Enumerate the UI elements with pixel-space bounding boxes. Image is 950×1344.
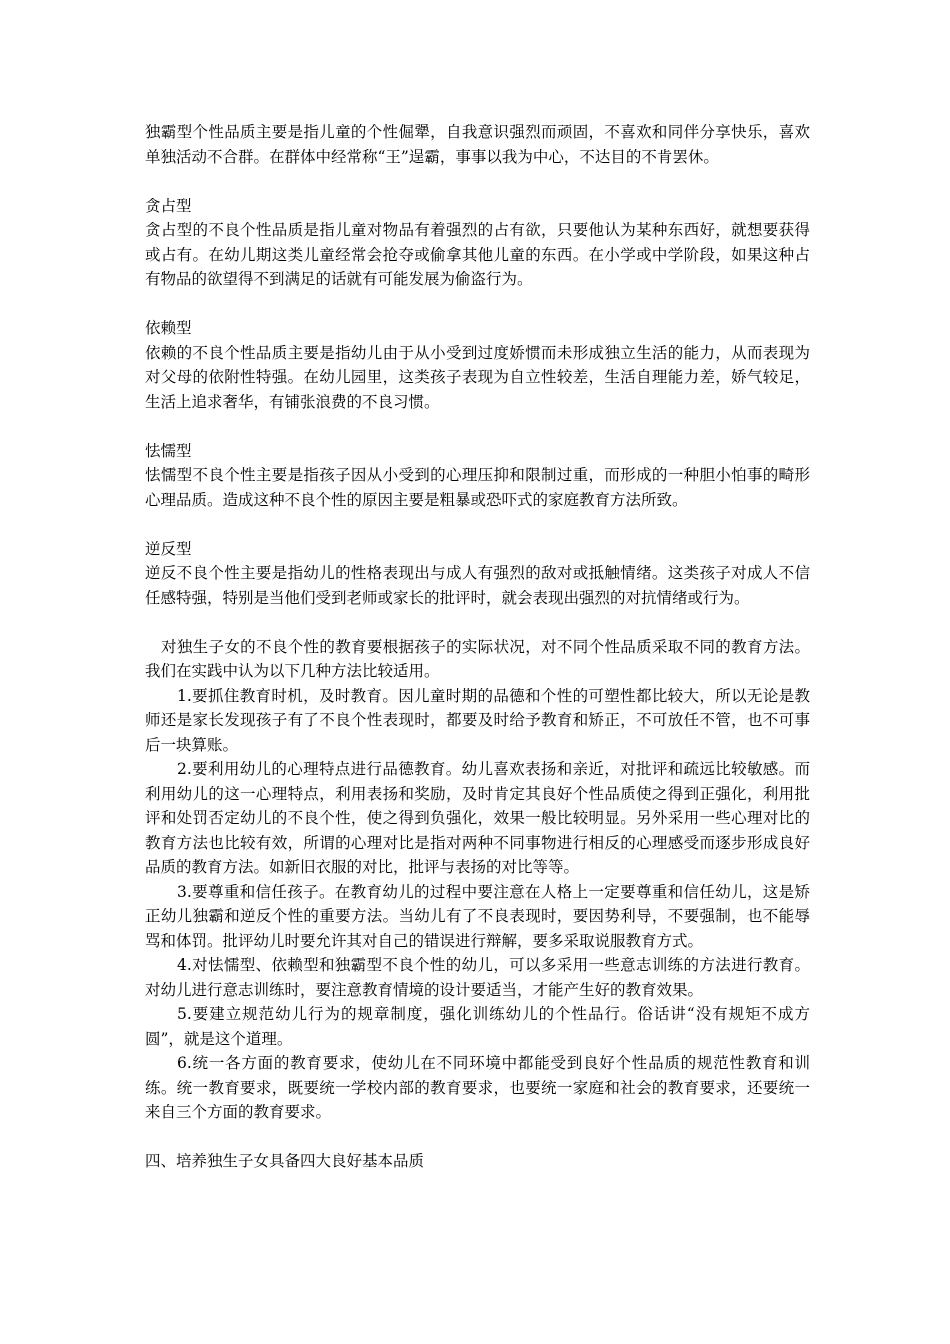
spacer — [145, 414, 810, 439]
section-body-tanzhan: 贪占型的不良个性品质是指儿童对物品有着强烈的占有欲，只要他认为某种东西好，就想要获得或占有。在幼儿期这类儿童经常会抢夺或偷拿其他儿童的东西。在小学或中学阶段，如果这种占有物品的欲望得不到满足的话就有可能发展为偷盗行为。 — [145, 221, 810, 288]
spacer — [145, 169, 810, 194]
method-item-2: 2.要利用幼儿的心理特点进行品德教育。幼儿喜欢表扬和亲近，对批评和疏远比较敏感。而利用幼儿的这一心理特点，利用表扬和奖励，及时肯定其良好个性品质使之得到正强化，利用批评和处罚否定幼儿的不良个性，使之得到负强化，效果一般比较明显。另外采用一些心理对比的教育方法也比较有效，所谓的心理对比是指对两种不同事物进行相反的心理感受而逐步形成良好品质的教育方法。如新旧衣服的对比，批评与表扬的对比等等。 — [145, 760, 810, 876]
method-item-3: 3.要尊重和信任孩子。在教育幼儿的过程中要注意在人格上一定要尊重和信任幼儿，这是矫正幼儿独霸和逆反个性的重要方法。当幼儿有了不良表现时，要因势利导，不要强制，也不能辱骂和体罚。批评幼儿时要允许其对自己的错误进行辩解，要多采取说服教育方式。 — [145, 882, 810, 950]
final-section-heading: 四、培养独生子女具备四大良好基本品质 — [145, 1152, 425, 1170]
spacer — [145, 512, 810, 537]
section-heading-tanzhan: 贪占型 — [145, 196, 192, 215]
document-body — [145, 120, 810, 1174]
method-item-6: 6.统一各方面的教育要求，使幼儿在不同环境中都能受到良好个性品质的规范性教育和训练。统一教育要求，既要统一学校内部的教育要求，也要统一家庭和社会的教育要求，还要统一来自三个方面的教育要求。 — [145, 1054, 810, 1121]
methods-intro-paragraph: 对独生子女的不良个性的教育要根据孩子的实际状况，对不同个性品质采取不同的教育方法。我们在实践中认为以下几种方法比较适用。 — [145, 637, 810, 680]
method-item-5: 5.要建立规范幼儿行为的规章制度，强化训练幼儿的个性品行。俗话讲“没有规矩不成方圆”，就是这个道理。 — [145, 1005, 810, 1048]
intro-paragraph: 独霸型个性品质主要是指儿童的个性倔犟，自我意识强烈而顽固，不喜欢和同伴分享快乐，喜欢单独活动不合群。在群体中经常称“王”逞霸，事事以我为中心，不达目的不肯罢休。 — [145, 123, 810, 166]
section-body-qienuo: 怯懦型不良个性主要是指孩子因从小受到的心理压抑和限制过重，而形成的一种胆小怕事的畸形心理品质。造成这种不良个性的原因主要是粗暴或恐吓式的家庭教育方法所致。 — [145, 466, 810, 509]
section-body-nifan: 逆反不良个性主要是指幼儿的性格表现出与成人有强烈的敌对或抵触情绪。这类孩子对成人不信任感特强，特别是当他们受到老师或家长的批评时，就会表现出强烈的对抗情绪或行为。 — [145, 564, 810, 607]
method-item-1: 1.要抓住教育时机，及时教育。因儿童时期的品德和个性的可塑性都比较大，所以无论是教师还是家长发现孩子有了不良个性表现时，都要及时给予教育和矫正，不可放任不管，也不可事后一块算账。 — [145, 686, 810, 754]
section-heading-nifan: 逆反型 — [145, 539, 192, 558]
section-heading-yilai: 依赖型 — [145, 319, 192, 337]
spacer — [145, 292, 810, 317]
spacer — [145, 610, 810, 635]
section-body-yilai: 依赖的不良个性品质主要是指幼儿由于从小受到过度娇惯而未形成独立生活的能力，从而表现为对父母的依附性特强。在幼儿园里，这类孩子表现为自立性较差，生活自理能力差，娇气较足，生活上追求奢华，有铺张浪费的不良习惯。 — [145, 343, 810, 411]
method-item-4: 4.对怯懦型、依赖型和独霸型不良个性的幼儿，可以多采用一些意志训练的方法进行教育。对幼儿进行意志训练时，要注意教育情境的设计要适当，才能产生好的教育效果。 — [145, 956, 810, 999]
section-heading-qienuo: 怯懦型 — [145, 441, 192, 460]
spacer — [145, 1125, 810, 1150]
